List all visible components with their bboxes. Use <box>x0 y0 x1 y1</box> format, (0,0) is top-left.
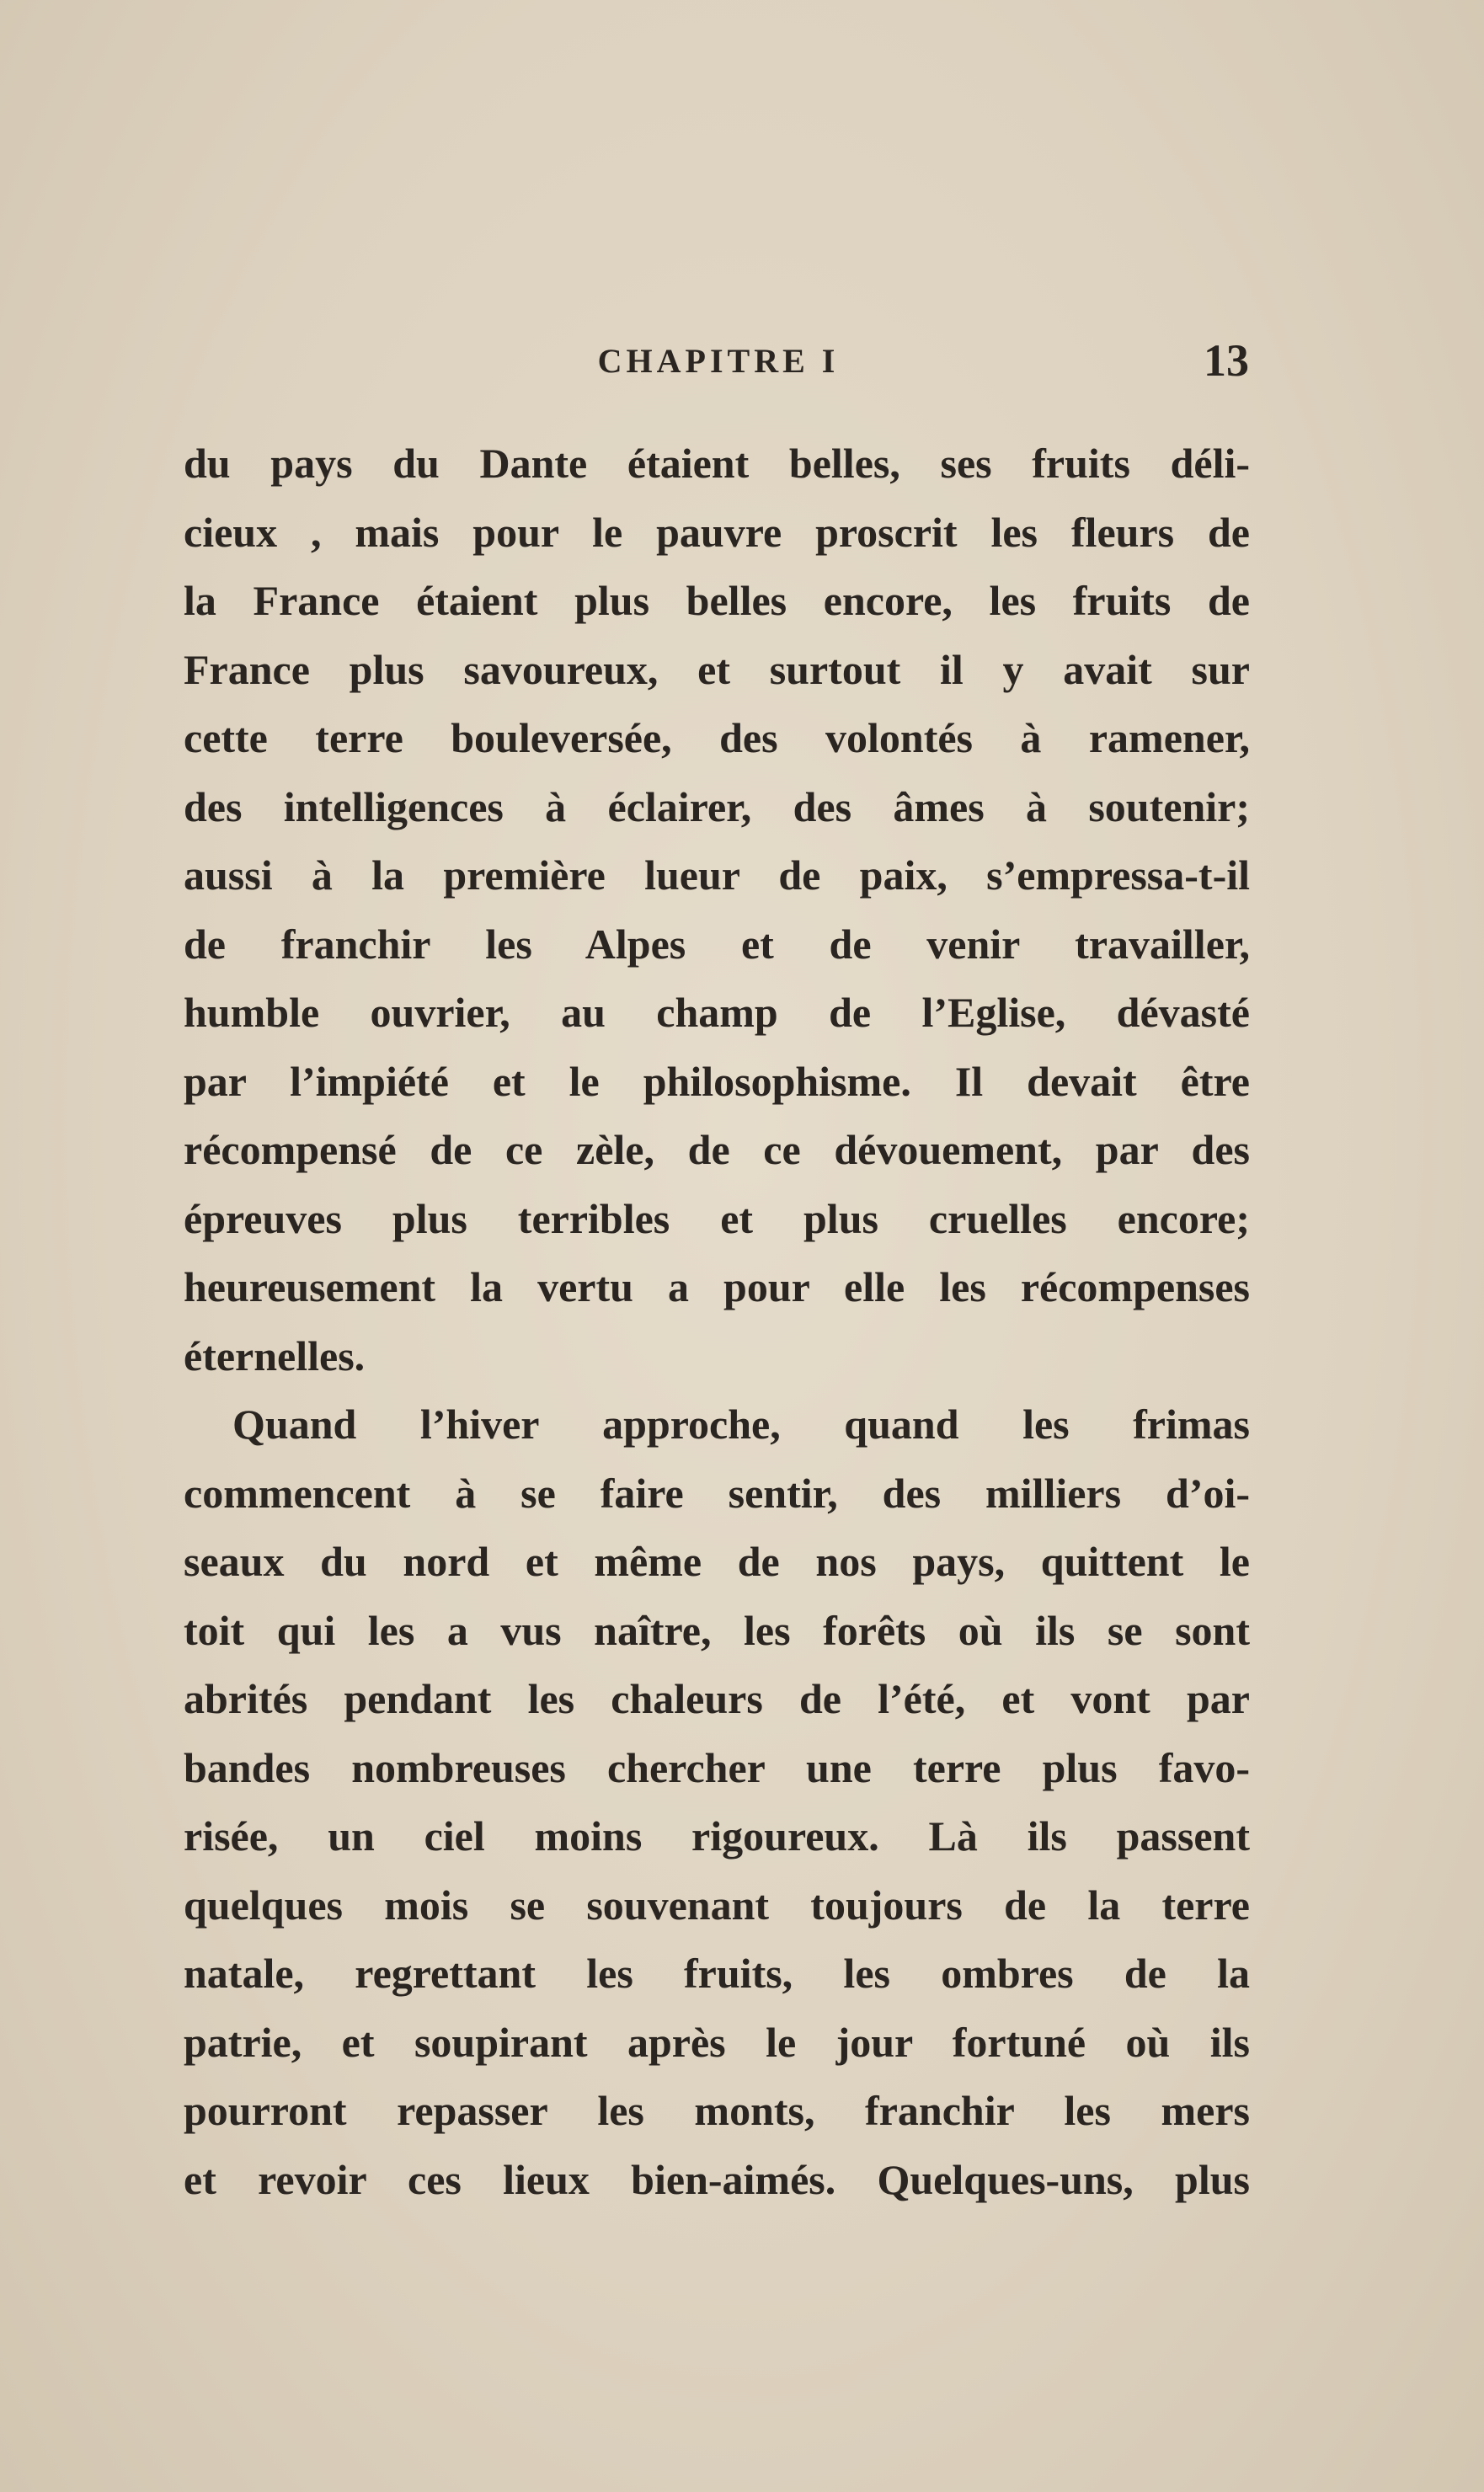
text-line-paragraph-start: Quand l’hiver approche, quand les frimas <box>232 1401 1250 1448</box>
text-line: bandes nombreuses chercher une terre plus favo- <box>184 1743 1250 1791</box>
text-line-paragraph-end: éternelles. <box>184 1331 366 1379</box>
text-line: quelques mois se souvenant toujours de la terre <box>184 1881 1250 1929</box>
text-line: cette terre bouleversée, des volontés à ramener, <box>184 714 1250 761</box>
text-line: toit qui les a vus naître, les forêts où ils se sont <box>184 1606 1250 1654</box>
text-line: patrie, et soupirant après le jour fortuné où ils <box>184 2018 1250 2066</box>
text-line: cieux , mais pour le pauvre proscrit les fleurs de <box>184 508 1250 556</box>
text-line: commencent à se faire sentir, des milliers d’oi- <box>184 1469 1250 1517</box>
body-text <box>184 430 1250 2214</box>
text-line: la France étaient plus belles encore, les fruits de <box>184 577 1250 624</box>
text-line: du pays du Dante étaient belles, ses fruits déli- <box>184 440 1250 487</box>
text-line: par l’impiété et le philosophisme. Il devait être <box>184 1057 1250 1105</box>
text-line: seaux du nord et même de nos pays, quittent le <box>184 1538 1250 1585</box>
text-line: récompensé de ce zèle, de ce dévouement, par des <box>184 1126 1250 1173</box>
text-line: pourront repasser les monts, franchir les mers <box>184 2087 1250 2134</box>
page-header <box>188 335 1249 400</box>
page-number: 13 <box>1204 335 1249 386</box>
text-line: de franchir les Alpes et de venir travailler, <box>184 920 1250 968</box>
text-line: des intelligences à éclairer, des âmes à soutenir; <box>184 782 1250 830</box>
running-title: CHAPITRE I <box>597 342 840 380</box>
text-line: France plus savoureux, et surtout il y avait sur <box>184 645 1250 693</box>
text-line: aussi à la première lueur de paix, s’empressa-t-il <box>184 851 1250 899</box>
text-line: épreuves plus terribles et plus cruelles encore; <box>184 1194 1250 1242</box>
text-line: natale, regrettant les fruits, les ombres de la <box>184 1950 1250 1997</box>
text-line: risée, un ciel moins rigoureux. Là ils passent <box>184 1812 1250 1860</box>
text-line: humble ouvrier, au champ de l’Eglise, dévasté <box>184 989 1250 1036</box>
text-line: et revoir ces lieux bien-aimés. Quelques-uns, plus <box>184 2155 1250 2203</box>
text-line: abrités pendant les chaleurs de l’été, et vont par <box>184 1675 1250 1722</box>
text-line: heureusement la vertu a pour elle les récompenses <box>184 1263 1250 1310</box>
